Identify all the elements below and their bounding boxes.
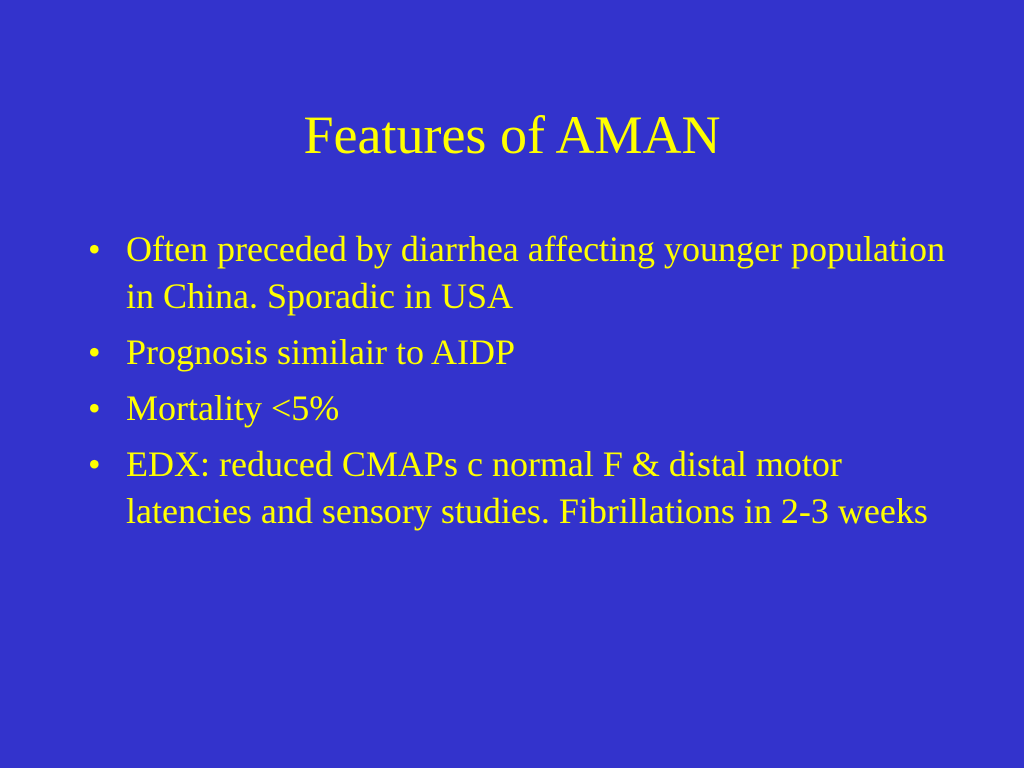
bullet-text: Prognosis similair to AIDP [126,332,516,372]
bullet-item-3 [88,385,968,432]
bullet-item-4 [88,441,968,535]
bullet-text: Mortality <5% [126,388,340,428]
slide-title: Features of AMAN [303,105,721,165]
bullet-list [88,226,968,544]
bullet-item-1 [88,226,968,320]
bullet-icon: • [88,444,101,484]
bullet-text: Often preceded by diarrhea affecting younger population in China. Sporadic in USA [126,229,945,316]
bullet-text: EDX: reduced CMAPs c normal F & distal motor latencies and sensory studies. Fibrillations in 2-3 weeks [126,444,928,531]
bullet-icon: • [88,229,101,269]
bullet-icon: • [88,332,101,372]
bullet-icon: • [88,388,101,428]
bullet-item-2 [88,329,968,376]
